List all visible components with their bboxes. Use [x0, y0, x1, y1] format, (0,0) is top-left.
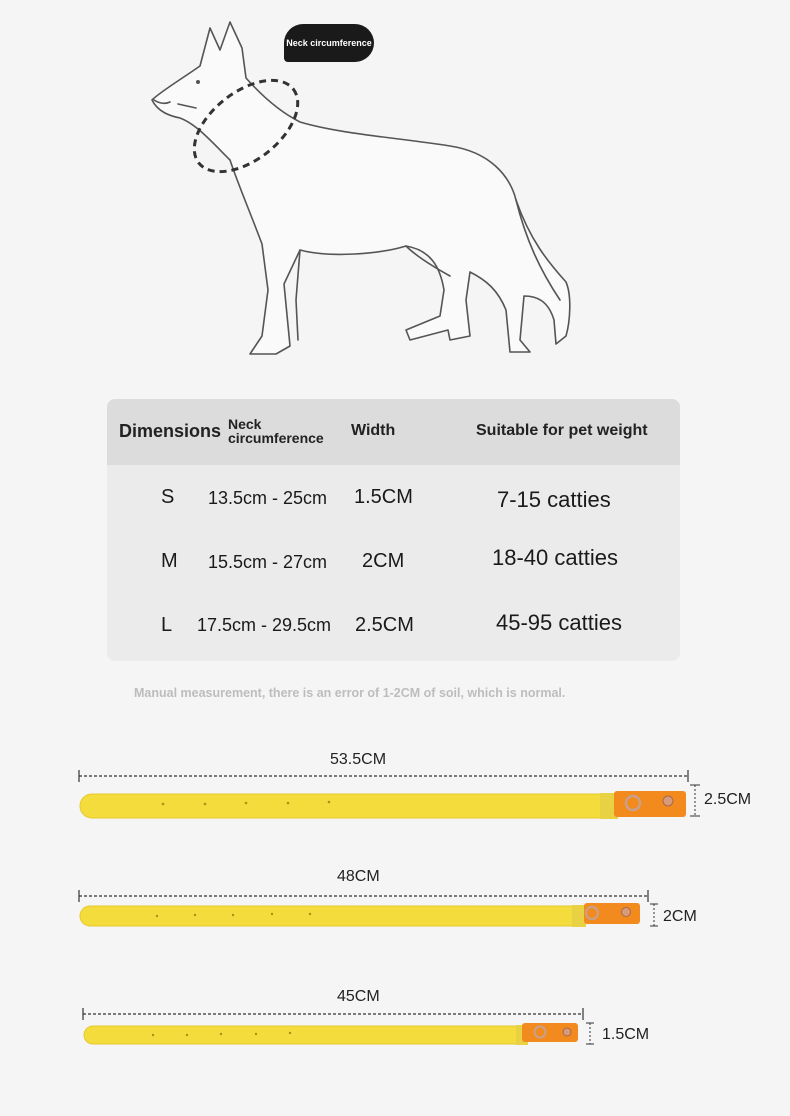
row-l-weight: 45-95 catties	[496, 610, 622, 635]
bubble-label: Neck circumference	[286, 38, 372, 48]
dog-illustration	[0, 0, 790, 380]
row-l-width: 2.5CM	[355, 614, 414, 636]
header-weight: Suitable for pet weight	[476, 422, 648, 439]
collar-large-width: 2.5CM	[704, 791, 752, 808]
collar-medium-length: 48CM	[337, 868, 380, 885]
collar-small-length: 45CM	[337, 988, 380, 1005]
header-dimensions: Dimensions	[119, 421, 222, 441]
dog-outline	[0, 0, 790, 380]
size-table	[107, 399, 680, 661]
collar-diagram	[0, 740, 790, 1070]
row-s-size: S	[161, 486, 175, 508]
collar-small-width: 1.5CM	[602, 1026, 650, 1043]
measurement-note: Manual measurement, there is an error of 1-2CM of soil, which is normal.	[134, 686, 566, 700]
row-l-neck: 17.5cm - 29.5cm	[197, 615, 332, 635]
row-m-width: 2CM	[362, 550, 405, 572]
neck-circumference-bubble	[284, 24, 374, 62]
row-m-size: M	[161, 550, 178, 572]
collar-large-length: 53.5CM	[330, 751, 387, 768]
collar-large	[79, 770, 700, 819]
table-header	[107, 399, 680, 465]
row-l-size: L	[161, 614, 173, 636]
header-width: Width	[351, 422, 396, 439]
row-s-weight: 7-15 catties	[497, 487, 611, 512]
row-m-weight: 18-40 catties	[492, 545, 618, 570]
row-s-neck: 13.5cm - 25cm	[208, 488, 328, 508]
collar-small	[83, 1008, 594, 1045]
collar-medium	[79, 890, 658, 927]
row-s-width: 1.5CM	[354, 486, 413, 508]
row-m-neck: 15.5cm - 27cm	[208, 552, 328, 572]
collar-medium-width: 2CM	[663, 908, 697, 925]
header-neck: Neck circumference	[228, 416, 324, 446]
